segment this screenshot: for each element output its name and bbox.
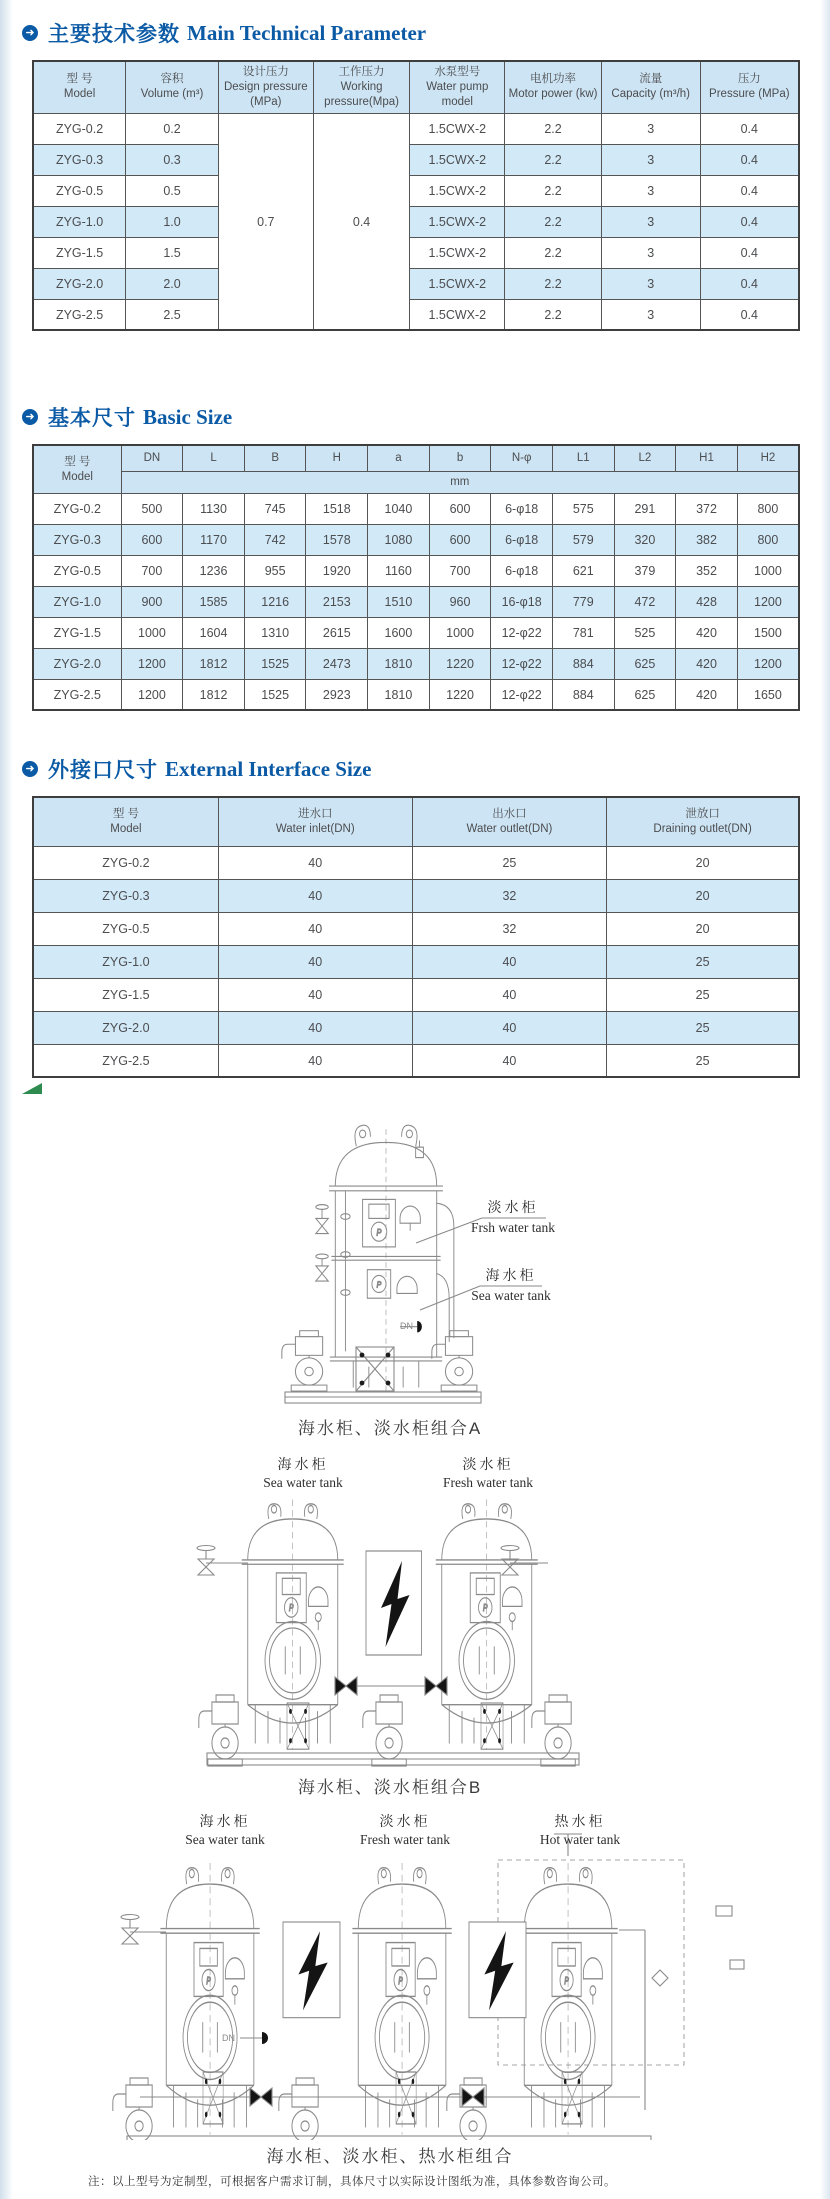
model-cell: ZYG-0.5 <box>33 912 218 945</box>
column-header: H2 <box>737 445 799 471</box>
table-cell: 25 <box>412 846 607 879</box>
table-cell: 40 <box>218 879 412 912</box>
table-cell: 579 <box>552 524 614 555</box>
volume-cell: 2.5 <box>126 299 219 330</box>
fresh-water-tank-label-en: Frsh water tank <box>471 1220 555 1236</box>
table-cell: 3 <box>601 206 700 237</box>
model-cell: ZYG-2.0 <box>33 268 126 299</box>
table-row <box>33 879 799 912</box>
table-cell: 1920 <box>306 555 368 586</box>
table-cell: 1200 <box>121 679 183 710</box>
table-cell: 2.2 <box>505 237 602 268</box>
column-header: L2 <box>614 445 676 471</box>
design-pressure-cell: 0.7 <box>218 113 313 330</box>
table-cell: 1525 <box>244 679 306 710</box>
column-header: a <box>368 445 430 471</box>
column-header: b <box>429 445 491 471</box>
diagram-combination-b <box>0 1453 830 1798</box>
table-cell: 3 <box>601 113 700 144</box>
table-header <box>33 797 799 846</box>
table-cell: 800 <box>737 524 799 555</box>
table-cell: 25 <box>607 1044 799 1077</box>
table-row <box>33 175 799 206</box>
table-row <box>33 648 799 679</box>
table-row <box>33 555 799 586</box>
table-cell: 382 <box>676 524 738 555</box>
table-cell: 12-φ22 <box>491 617 553 648</box>
arrow-bullet-icon: ➜ <box>22 761 38 777</box>
sea-water-tank-label-zh: 海水柜 <box>485 1269 537 1285</box>
dn-annotation: DN <box>222 2033 235 2044</box>
table-row <box>33 945 799 978</box>
technical-table <box>32 60 800 331</box>
table-cell: 0.4 <box>700 299 799 330</box>
table-row <box>33 144 799 175</box>
table-cell: 700 <box>121 555 183 586</box>
table-header-row <box>33 797 799 846</box>
volume-cell: 1.5 <box>126 237 219 268</box>
fresh-water-tank-label-en: Fresh water tank <box>443 1475 533 1491</box>
table-cell: 1525 <box>244 648 306 679</box>
working-pressure-cell: 0.4 <box>313 113 410 330</box>
table-cell: 625 <box>614 648 676 679</box>
table-row <box>33 1044 799 1077</box>
table-cell: 0.4 <box>700 237 799 268</box>
table-unit-row <box>33 471 799 493</box>
table-cell: 1812 <box>183 679 245 710</box>
table-cell: 1080 <box>368 524 430 555</box>
diagram-caption-c: 海水柜、淡水柜、热水柜组合 <box>266 2147 514 2167</box>
table-cell: 2.2 <box>505 206 602 237</box>
table-cell: 625 <box>614 679 676 710</box>
table-cell: 1585 <box>183 586 245 617</box>
model-cell: ZYG-0.2 <box>33 846 218 879</box>
tank-drawing-a <box>0 1100 830 1412</box>
table-cell: 1518 <box>306 493 368 524</box>
table-body <box>33 113 799 330</box>
section-title-en: Basic Size <box>143 404 233 429</box>
table-cell: 2.2 <box>505 113 602 144</box>
table-cell: 6-φ18 <box>491 555 553 586</box>
table-row <box>33 206 799 237</box>
table-cell: 2615 <box>306 617 368 648</box>
volume-cell: 2.0 <box>126 268 219 299</box>
volume-cell: 1.0 <box>126 206 219 237</box>
model-cell: ZYG-1.0 <box>33 945 218 978</box>
table-cell: 6-φ18 <box>491 524 553 555</box>
table-cell: 1236 <box>183 555 245 586</box>
table-cell: 960 <box>429 586 491 617</box>
sea-water-tank-label-zh: 海水柜 <box>199 1815 251 1831</box>
table-cell: 379 <box>614 555 676 586</box>
table-cell: 40 <box>218 978 412 1011</box>
table-cell: 25 <box>607 978 799 1011</box>
table-cell: 2923 <box>306 679 368 710</box>
table-cell: 0.4 <box>700 268 799 299</box>
model-column-header: 型 号 Model <box>33 445 121 493</box>
column-header: H <box>306 445 368 471</box>
diagram-combination-a <box>0 1100 830 1439</box>
model-cell: ZYG-0.2 <box>33 493 121 524</box>
model-cell: ZYG-0.3 <box>33 879 218 912</box>
model-cell: ZYG-0.3 <box>33 144 126 175</box>
table-cell: 1040 <box>368 493 430 524</box>
table-cell: 525 <box>614 617 676 648</box>
table-cell: 420 <box>676 679 738 710</box>
diagram-caption-b: 海水柜、淡水柜组合B <box>297 1778 483 1798</box>
column-header: N-φ <box>491 445 553 471</box>
model-cell: ZYG-2.5 <box>33 1044 218 1077</box>
table-cell: 1810 <box>368 648 430 679</box>
sea-water-tank-label-en: Sea water tank <box>471 1288 551 1304</box>
table-cell: 40 <box>412 945 607 978</box>
table-cell: 352 <box>676 555 738 586</box>
column-header: 进水口 Water inlet(DN) <box>218 797 412 846</box>
model-cell: ZYG-0.3 <box>33 524 121 555</box>
model-cell: ZYG-2.0 <box>33 648 121 679</box>
table-row <box>33 846 799 879</box>
model-cell: ZYG-0.2 <box>33 113 126 144</box>
table-cell: 955 <box>244 555 306 586</box>
table-cell: 0.4 <box>700 113 799 144</box>
table-cell: 3 <box>601 299 700 330</box>
table-row <box>33 299 799 330</box>
footnote: 注：以上型号为定制型，可根据客户需求订制，具体尺寸以实际设计图纸为准，具体参数咨询公司。 <box>88 2176 616 2189</box>
table-cell: 2.2 <box>505 268 602 299</box>
table-cell: 575 <box>552 493 614 524</box>
table-row <box>33 524 799 555</box>
table-cell: 25 <box>607 945 799 978</box>
table-cell: 1.5CWX-2 <box>410 175 505 206</box>
sea-water-tank-label-en: Sea water tank <box>185 1832 265 1848</box>
table-cell: 3 <box>601 175 700 206</box>
table-cell: 1600 <box>368 617 430 648</box>
basic-size-table <box>32 444 800 711</box>
table-cell: 32 <box>412 912 607 945</box>
table-cell: 25 <box>607 1011 799 1044</box>
table-row <box>33 1011 799 1044</box>
green-triangle-decoration <box>22 1083 42 1094</box>
model-cell: ZYG-0.5 <box>33 555 121 586</box>
fresh-water-tank-label-en: Fresh water tank <box>360 1832 450 1848</box>
volume-cell: 0.5 <box>126 175 219 206</box>
model-cell: ZYG-1.5 <box>33 237 126 268</box>
model-cell: ZYG-0.5 <box>33 175 126 206</box>
table-cell: 1.5CWX-2 <box>410 206 505 237</box>
table-cell: 1170 <box>183 524 245 555</box>
table-cell: 40 <box>412 1011 607 1044</box>
fresh-water-tank-label-zh: 淡水柜 <box>487 1201 539 1217</box>
table-cell: 1650 <box>737 679 799 710</box>
table-cell: 372 <box>676 493 738 524</box>
section-title-en: Main Technical Parameter <box>187 20 427 45</box>
table-cell: 472 <box>614 586 676 617</box>
table-row <box>33 586 799 617</box>
table-row <box>33 978 799 1011</box>
table-cell: 428 <box>676 586 738 617</box>
volume-cell: 0.3 <box>126 144 219 175</box>
column-header: 泄放口 Draining outlet(DN) <box>607 797 799 846</box>
table-cell: 12-φ22 <box>491 648 553 679</box>
tank-drawing-b <box>0 1453 830 1771</box>
table-header <box>33 61 799 113</box>
table-cell: 621 <box>552 555 614 586</box>
table-cell: 16-φ18 <box>491 586 553 617</box>
arrow-bullet-icon: ➜ <box>22 409 38 425</box>
table-cell: 1310 <box>244 617 306 648</box>
table-cell: 0.4 <box>700 144 799 175</box>
model-cell: ZYG-2.0 <box>33 1011 218 1044</box>
table-body <box>33 846 799 1077</box>
table-cell: 1.5CWX-2 <box>410 299 505 330</box>
table-cell: 291 <box>614 493 676 524</box>
table-row <box>33 113 799 144</box>
table-cell: 2.2 <box>505 299 602 330</box>
table-cell: 600 <box>121 524 183 555</box>
table-cell: 40 <box>412 1044 607 1077</box>
table-cell: 1000 <box>737 555 799 586</box>
table-cell: 781 <box>552 617 614 648</box>
volume-cell: 0.2 <box>126 113 219 144</box>
model-cell: ZYG-1.0 <box>33 586 121 617</box>
table-row <box>33 912 799 945</box>
model-cell: ZYG-1.5 <box>33 978 218 1011</box>
table-cell: 1220 <box>429 679 491 710</box>
model-cell: ZYG-2.5 <box>33 679 121 710</box>
section-heading-interface <box>22 756 830 782</box>
table-row <box>33 268 799 299</box>
column-header: 电机功率 Motor power (kw) <box>505 61 602 113</box>
table-cell: 800 <box>737 493 799 524</box>
section-title-zh: 外接口尺寸 <box>48 759 158 783</box>
table-cell: 40 <box>218 1044 412 1077</box>
table-cell: 420 <box>676 648 738 679</box>
table-cell: 1578 <box>306 524 368 555</box>
table-cell: 1.5CWX-2 <box>410 144 505 175</box>
section-heading-basic-size <box>22 404 830 430</box>
sea-water-tank-label-en: Sea water tank <box>263 1475 343 1491</box>
table-cell: 1.5CWX-2 <box>410 237 505 268</box>
table-cell: 884 <box>552 648 614 679</box>
column-header: 型 号 Model <box>33 797 218 846</box>
table-cell: 900 <box>121 586 183 617</box>
column-header: 型 号 Model <box>33 61 126 113</box>
table-cell: 1.5CWX-2 <box>410 268 505 299</box>
table-cell: 700 <box>429 555 491 586</box>
table-header-row <box>33 61 799 113</box>
dn-annotation: DN <box>400 1321 413 1332</box>
table-cell: 1200 <box>737 648 799 679</box>
table-cell: 1500 <box>737 617 799 648</box>
table-cell: 20 <box>607 879 799 912</box>
table-cell: 884 <box>552 679 614 710</box>
model-cell: ZYG-1.0 <box>33 206 126 237</box>
table-cell: 2473 <box>306 648 368 679</box>
section-heading-technical <box>22 20 830 46</box>
table-cell: 3 <box>601 144 700 175</box>
section-title-zh: 主要技术参数 <box>48 23 180 46</box>
diagram-combination-c <box>0 1810 830 2189</box>
column-header: 流量 Capacity (m³/h) <box>601 61 700 113</box>
diagram-caption-a: 海水柜、淡水柜组合A <box>297 1419 483 1439</box>
table-cell: 1000 <box>429 617 491 648</box>
model-cell: ZYG-1.5 <box>33 617 121 648</box>
table-cell: 0.4 <box>700 175 799 206</box>
column-header: 容积 Volume (m³) <box>126 61 219 113</box>
fresh-water-tank-label-zh: 淡水柜 <box>462 1458 514 1474</box>
section-title-zh: 基本尺寸 <box>48 407 136 431</box>
table-cell: 600 <box>429 524 491 555</box>
column-header: L1 <box>552 445 614 471</box>
section-title-en: External Interface Size <box>165 756 372 781</box>
table-cell: 1160 <box>368 555 430 586</box>
table-cell: 1130 <box>183 493 245 524</box>
column-header: L <box>183 445 245 471</box>
table-cell: 40 <box>218 945 412 978</box>
fresh-water-tank-label-zh: 淡水柜 <box>379 1815 431 1831</box>
table-cell: 1510 <box>368 586 430 617</box>
table-cell: 1000 <box>121 617 183 648</box>
table-cell: 2.2 <box>505 144 602 175</box>
model-cell: ZYG-2.5 <box>33 299 126 330</box>
table-cell: 1812 <box>183 648 245 679</box>
table-cell: 1200 <box>121 648 183 679</box>
table-cell: 6-φ18 <box>491 493 553 524</box>
table-cell: 2153 <box>306 586 368 617</box>
tank-drawing-c <box>0 1810 830 2140</box>
table-cell: 1220 <box>429 648 491 679</box>
table-cell: 40 <box>218 846 412 879</box>
column-header: 设计压力 Design pressure (MPa) <box>218 61 313 113</box>
table-row <box>33 493 799 524</box>
column-header: 水泵型号 Water pump model <box>410 61 505 113</box>
table-header <box>33 445 799 493</box>
hot-water-tank-label-en: Hot water tank <box>539 1832 621 1848</box>
table-cell: 20 <box>607 912 799 945</box>
table-cell: 742 <box>244 524 306 555</box>
table-cell: 500 <box>121 493 183 524</box>
table-cell: 600 <box>429 493 491 524</box>
table-cell: 40 <box>218 912 412 945</box>
column-header: H1 <box>676 445 738 471</box>
column-header: DN <box>121 445 183 471</box>
table-cell: 320 <box>614 524 676 555</box>
table-cell: 40 <box>412 978 607 1011</box>
column-header: 出水口 Water outlet(DN) <box>412 797 607 846</box>
table-cell: 3 <box>601 237 700 268</box>
table-cell: 1604 <box>183 617 245 648</box>
table-cell: 0.4 <box>700 206 799 237</box>
hot-water-tank-label-zh: 热水柜 <box>554 1815 606 1831</box>
table-row <box>33 679 799 710</box>
table-cell: 40 <box>218 1011 412 1044</box>
table-cell: 2.2 <box>505 175 602 206</box>
table-cell: 1216 <box>244 586 306 617</box>
table-cell: 420 <box>676 617 738 648</box>
table-row <box>33 237 799 268</box>
unit-header: mm <box>121 471 799 493</box>
sea-water-tank-label-zh: 海水柜 <box>277 1458 329 1474</box>
table-body <box>33 493 799 710</box>
table-cell: 32 <box>412 879 607 912</box>
table-cell: 779 <box>552 586 614 617</box>
column-header: B <box>244 445 306 471</box>
table-cell: 1810 <box>368 679 430 710</box>
table-cell: 745 <box>244 493 306 524</box>
interface-table <box>32 796 800 1078</box>
table-cell: 1.5CWX-2 <box>410 113 505 144</box>
table-row <box>33 617 799 648</box>
table-cell: 20 <box>607 846 799 879</box>
table-cell: 12-φ22 <box>491 679 553 710</box>
table-cell: 3 <box>601 268 700 299</box>
arrow-bullet-icon: ➜ <box>22 25 38 41</box>
table-cell: 1200 <box>737 586 799 617</box>
column-header: 工作压力 Working pressure(Mpa) <box>313 61 410 113</box>
table-header-row <box>33 445 799 471</box>
column-header: 压力 Pressure (MPa) <box>700 61 799 113</box>
